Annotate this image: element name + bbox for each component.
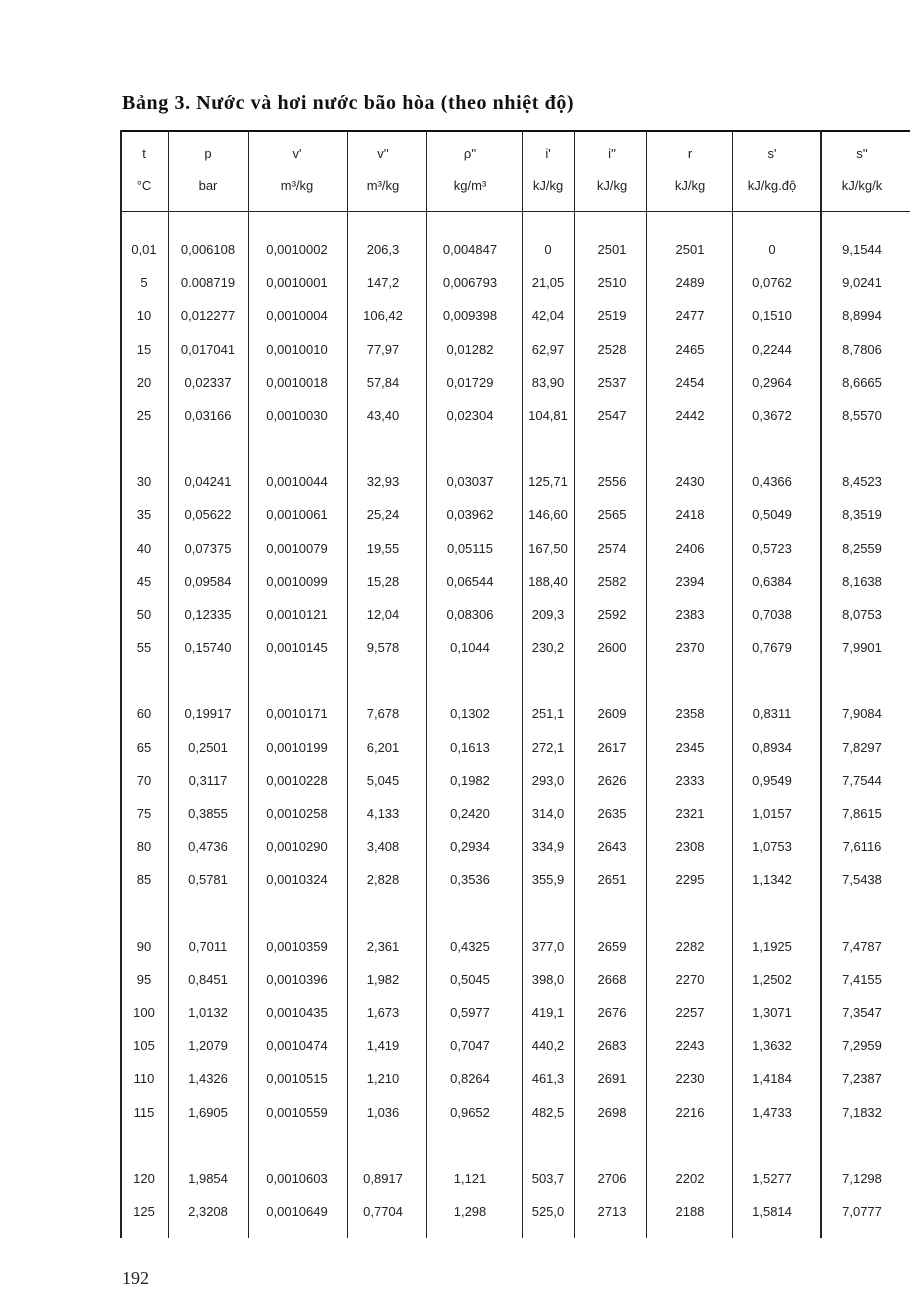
table-cell: 7,8615 [842,806,882,821]
table-cell: 2683 [597,1038,627,1053]
table-cell: 1,036 [366,1105,400,1120]
table-cell: 2519 [597,308,627,323]
column-unit: kJ/kg [596,178,628,193]
table-cell: 7,1832 [842,1105,882,1120]
table-cell: 2202 [675,1171,705,1186]
table-cell: 1,3071 [752,1005,792,1020]
table-cell: 7,4155 [842,972,882,987]
table-cell: 2651 [597,872,627,887]
table-cell: 0,8264 [450,1071,490,1086]
table-cell: 0,004847 [442,242,498,257]
table-cell: 0,02304 [446,408,494,423]
table-cell: 0,04241 [184,474,232,489]
table-cell: 3,408 [366,839,400,854]
table-cell: 2477 [675,308,705,323]
table-cell: 0,0010603 [266,1171,328,1186]
table-cell: 0,0010171 [266,706,328,721]
table-cell: 5,045 [366,773,400,788]
table-cell: 419,1 [531,1005,565,1020]
table-cell: 0,03037 [446,474,494,489]
table-cell: 65 [136,740,152,755]
table-cell: 2370 [675,640,705,655]
table-cell: 0,0010099 [266,574,328,589]
table-cell: 1,4733 [752,1105,792,1120]
table-cell: 1,0132 [188,1005,228,1020]
table-cell: 147,2 [366,275,400,290]
table-cell: 55 [136,640,152,655]
table-cell: 0,0010474 [266,1038,328,1053]
table-cell: 0,9652 [450,1105,490,1120]
table-cell: 2556 [597,474,627,489]
table-cell: 1,0753 [752,839,792,854]
table-cell: 2308 [675,839,705,854]
table-cell: 0,3672 [752,408,792,423]
table-cell: 2609 [597,706,627,721]
table-cell: 2706 [597,1171,627,1186]
table-cell: 85 [136,872,152,887]
table-cell: 7,7544 [842,773,882,788]
table-cell: 0,5781 [188,872,228,887]
column-symbol: r [687,146,693,161]
table-cell: 7,1298 [842,1171,882,1186]
table-cell: 2358 [675,706,705,721]
table-cell: 461,3 [531,1071,565,1086]
table-cell: 0,006793 [442,275,498,290]
table-cell: 2537 [597,375,627,390]
table-cell: 0,0010030 [266,408,328,423]
table-cell: 2510 [597,275,627,290]
table-cell: 0 [768,242,776,257]
table-cell: 377,0 [531,939,565,954]
table-cell: 1,4184 [752,1071,792,1086]
table-cell: 0,15740 [184,640,232,655]
table-cell: 70 [136,773,152,788]
table-cell: 7,5438 [842,872,882,887]
table-cell: 2565 [597,507,627,522]
table-cell: 0,03166 [184,408,232,423]
table-cell: 125,71 [528,474,568,489]
table-cell: 2713 [597,1204,627,1219]
table-cell: 167,50 [528,541,568,556]
table-cell: 146,60 [528,507,568,522]
table-cell: 206,3 [366,242,400,257]
table-cell: 5 [140,275,148,290]
column-divider [574,130,575,1238]
table-cell: 293,0 [531,773,565,788]
table-cell: 95 [136,972,152,987]
table-cell: 8,0753 [842,607,882,622]
table-cell: 2295 [675,872,705,887]
table-cell: 2282 [675,939,705,954]
table-cell: 0,0010004 [266,308,328,323]
table-cell: 2501 [675,242,705,257]
table-cell: 8,4523 [842,474,882,489]
table-cell: 2643 [597,839,627,854]
table-cell: 1,1925 [752,939,792,954]
table-cell: 8,1638 [842,574,882,589]
table-cell: 0,7038 [752,607,792,622]
table-cell: 0,1613 [450,740,490,755]
table-cell: 7,9901 [842,640,882,655]
table-cell: 9,578 [366,640,400,655]
table-cell: 7,4787 [842,939,882,954]
table-cell: 0,03962 [446,507,494,522]
table-cell: 0,0762 [752,275,792,290]
table-cell: 42,04 [531,308,565,323]
table-cell: 440,2 [531,1038,565,1053]
table-cell: 2,828 [366,872,400,887]
table-cell: 2394 [675,574,705,589]
table-cell: 0,0010199 [266,740,328,755]
table-cell: 1,673 [366,1005,400,1020]
table-cell: 12,04 [366,607,400,622]
table-cell: 35 [136,507,152,522]
table-cell: 355,9 [531,872,565,887]
table-cell: 19,55 [366,541,400,556]
table-cell: 0,07375 [184,541,232,556]
table-cell: 15,28 [366,574,400,589]
column-unit: bar [198,178,218,193]
table-cell: 8,7806 [842,342,882,357]
table-cell: 0.008719 [180,275,236,290]
table-cell: 1,121 [453,1171,487,1186]
table-cell: 525,0 [531,1204,565,1219]
table-cell: 7,2959 [842,1038,882,1053]
table-cell: 0,8311 [752,706,792,721]
table-cell: 57,84 [366,375,400,390]
table-cell: 398,0 [531,972,565,987]
table-title: Bảng 3. Nước và hơi nước bão hòa (theo nhiệt độ) [122,92,575,114]
table-cell: 2592 [597,607,627,622]
table-cell: 0,7047 [450,1038,490,1053]
table-cell: 7,2387 [842,1071,882,1086]
table-cell: 7,8297 [842,740,882,755]
table-cell: 1,1342 [752,872,792,887]
table-cell: 8,3519 [842,507,882,522]
table-cell: 2,3208 [188,1204,228,1219]
table-cell: 60 [136,706,152,721]
column-unit: kJ/kg [532,178,564,193]
table-cell: 0,4325 [450,939,490,954]
table-cell: 2454 [675,375,705,390]
table-cell: 2698 [597,1105,627,1120]
table-cell: 503,7 [531,1171,565,1186]
table-cell: 1,9854 [188,1171,228,1186]
column-divider [820,130,822,1238]
table-cell: 2626 [597,773,627,788]
table-cell: 0,6384 [752,574,792,589]
table-top-rule [120,130,910,132]
table-cell: 2188 [675,1204,705,1219]
table-cell: 0,0010010 [266,342,328,357]
table-cell: 2406 [675,541,705,556]
table-cell: 0,8451 [188,972,228,987]
table-cell: 2617 [597,740,627,755]
table-cell: 0,8917 [363,1171,403,1186]
table-cell: 80 [136,839,152,854]
table-cell: 1,5277 [752,1171,792,1186]
table-cell: 0,09584 [184,574,232,589]
table-cell: 2,361 [366,939,400,954]
table-cell: 2528 [597,342,627,357]
column-unit: m³/kg [366,178,400,193]
table-cell: 0,0010396 [266,972,328,987]
table-cell: 0,009398 [442,308,498,323]
column-unit: kJ/kg [674,178,706,193]
table-cell: 7,6116 [842,839,882,854]
table-cell: 0,5049 [752,507,792,522]
table-cell: 2600 [597,640,627,655]
table-cell: 2635 [597,806,627,821]
table-cell: 0,0010290 [266,839,328,854]
column-divider [522,130,523,1238]
table-cell: 20 [136,375,152,390]
table-cell: 0,7679 [752,640,792,655]
header-separator [120,211,910,212]
table-cell: 0,2420 [450,806,490,821]
table-cell: 105 [133,1038,155,1053]
table-cell: 0,0010121 [266,607,328,622]
table-cell: 0,01729 [446,375,494,390]
table-cell: 15 [136,342,152,357]
table-cell: 0,006108 [180,242,236,257]
table-cell: 0,012277 [180,308,236,323]
column-symbol: v' [292,146,302,161]
table-cell: 43,40 [366,408,400,423]
table-cell: 0,2501 [188,740,228,755]
table-cell: 0,0010061 [266,507,328,522]
table-cell: 25 [136,408,152,423]
table-cell: 120 [133,1171,155,1186]
table-cell: 106,42 [363,308,403,323]
table-cell: 0,3536 [450,872,490,887]
table-cell: 2345 [675,740,705,755]
table-cell: 2442 [675,408,705,423]
table-cell: 7,3547 [842,1005,882,1020]
table-cell: 2574 [597,541,627,556]
table-cell: 83,90 [531,375,565,390]
table-cell: 8,6665 [842,375,882,390]
table-cell: 1,419 [366,1038,400,1053]
table-cell: 0,7704 [363,1204,403,1219]
table-cell: 0,02337 [184,375,232,390]
table-cell: 32,93 [366,474,400,489]
table-cell: 7,678 [366,706,400,721]
column-symbol: v'' [377,146,389,161]
table-cell: 21,05 [531,275,565,290]
table-cell: 1,2502 [752,972,792,987]
table-cell: 0,01282 [446,342,494,357]
table-cell: 75 [136,806,152,821]
table-cell: 0,0010258 [266,806,328,821]
table-cell: 8,2559 [842,541,882,556]
table-cell: 0,4736 [188,839,228,854]
table-cell: 2547 [597,408,627,423]
table-cell: 4,133 [366,806,400,821]
table-cell: 9,0241 [842,275,882,290]
table-cell: 2243 [675,1038,705,1053]
table-cell: 104,81 [528,408,568,423]
table-cell: 10 [136,308,152,323]
table-cell: 0,1044 [450,640,490,655]
table-cell: 0,0010515 [266,1071,328,1086]
table-cell: 314,0 [531,806,565,821]
table-cell: 0,08306 [446,607,494,622]
column-divider [347,130,348,1238]
table-cell: 2418 [675,507,705,522]
table-cell: 0,2244 [752,342,792,357]
page-number: 192 [122,1268,149,1288]
table-cell: 2270 [675,972,705,987]
table-cell: 1,0157 [752,806,792,821]
table-cell: 0,9549 [752,773,792,788]
table-cell: 0,1982 [450,773,490,788]
column-symbol: p [204,146,212,161]
table-cell: 0,19917 [184,706,232,721]
column-divider [120,130,122,1238]
table-cell: 0,0010435 [266,1005,328,1020]
column-symbol: s' [767,146,777,161]
table-cell: 0,0010079 [266,541,328,556]
table-cell: 0,7011 [188,939,228,954]
table-cell: 0,0010145 [266,640,328,655]
column-unit: m³/kg [280,178,314,193]
table-cell: 230,2 [531,640,565,655]
table-cell: 2383 [675,607,705,622]
column-unit: °C [136,178,152,193]
column-symbol: i'' [608,146,616,161]
table-cell: 0,2934 [450,839,490,854]
column-unit: kg/m³ [453,178,487,193]
table-cell: 77,97 [366,342,400,357]
column-unit: kJ/kg/k [841,178,883,193]
table-cell: 90 [136,939,152,954]
table-cell: 110 [133,1071,155,1086]
table-cell: 9,1544 [842,242,882,257]
table-cell: 100 [133,1005,155,1020]
table-cell: 50 [136,607,152,622]
table-cell: 0,2964 [752,375,792,390]
table-cell: 1,5814 [752,1204,792,1219]
table-cell: 8,8994 [842,308,882,323]
table-cell: 6,201 [366,740,400,755]
table-cell: 0,0010559 [266,1105,328,1120]
table-cell: 2489 [675,275,705,290]
table-cell: 0,0010324 [266,872,328,887]
table-cell: 0,0010649 [266,1204,328,1219]
table-cell: 0,01 [131,242,157,257]
table-cell: 2333 [675,773,705,788]
table-cell: 0,05115 [446,541,494,556]
table-cell: 272,1 [531,740,565,755]
table-cell: 2676 [597,1005,627,1020]
table-cell: 40 [136,541,152,556]
table-cell: 0,06544 [446,574,494,589]
column-divider [732,130,733,1238]
table-cell: 2257 [675,1005,705,1020]
table-cell: 2691 [597,1071,627,1086]
table-cell: 188,40 [528,574,568,589]
table-cell: 2501 [597,242,627,257]
column-divider [168,130,169,1238]
table-cell: 2582 [597,574,627,589]
table-cell: 2321 [675,806,705,821]
column-divider [426,130,427,1238]
column-symbol: i' [545,146,551,161]
table-cell: 7,0777 [842,1204,882,1219]
table-cell: 62,97 [531,342,565,357]
table-cell: 125 [133,1204,155,1219]
table-cell: 7,9084 [842,706,882,721]
column-symbol: ρ'' [463,146,477,161]
table-cell: 1,4326 [188,1071,228,1086]
table-cell: 45 [136,574,152,589]
table-cell: 0,0010001 [266,275,328,290]
table-cell: 25,24 [366,507,400,522]
table-cell: 2230 [675,1071,705,1086]
table-cell: 0,4366 [752,474,792,489]
table-cell: 0,5723 [752,541,792,556]
column-unit: kJ/kg.độ [747,178,797,193]
table-cell: 0,12335 [184,607,232,622]
table-cell: 0,5977 [450,1005,490,1020]
table-cell: 0,05622 [184,507,232,522]
table-cell: 2465 [675,342,705,357]
table-cell: 2659 [597,939,627,954]
table-cell: 1,982 [366,972,400,987]
table-cell: 0,0010228 [266,773,328,788]
table-cell: 115 [133,1105,155,1120]
table-cell: 0,1302 [450,706,490,721]
table-cell: 334,9 [531,839,565,854]
table-cell: 2668 [597,972,627,987]
table-cell: 482,5 [531,1105,565,1120]
table-cell: 30 [136,474,152,489]
table-cell: 2430 [675,474,705,489]
table-cell: 0,1510 [752,308,792,323]
table-cell: 0,0010018 [266,375,328,390]
table-cell: 8,5570 [842,408,882,423]
table-cell: 1,298 [453,1204,487,1219]
table-cell: 0,0010044 [266,474,328,489]
table-cell: 1,3632 [752,1038,792,1053]
column-symbol: s'' [856,146,868,161]
column-divider [646,130,647,1238]
column-symbol: t [142,146,146,161]
table-cell: 0,0010359 [266,939,328,954]
table-cell: 0,3117 [188,773,228,788]
table-cell: 0 [544,242,552,257]
table-cell: 1,2079 [188,1038,228,1053]
table-cell: 1,6905 [188,1105,228,1120]
table-cell: 2216 [675,1105,705,1120]
table-cell: 0,5045 [450,972,490,987]
table-cell: 1,210 [366,1071,400,1086]
table-cell: 0,8934 [752,740,792,755]
column-divider [248,130,249,1238]
table-cell: 0,3855 [188,806,228,821]
table-cell: 0,017041 [180,342,236,357]
table-cell: 0,0010002 [266,242,328,257]
table-cell: 251,1 [531,706,565,721]
table-cell: 209,3 [531,607,565,622]
